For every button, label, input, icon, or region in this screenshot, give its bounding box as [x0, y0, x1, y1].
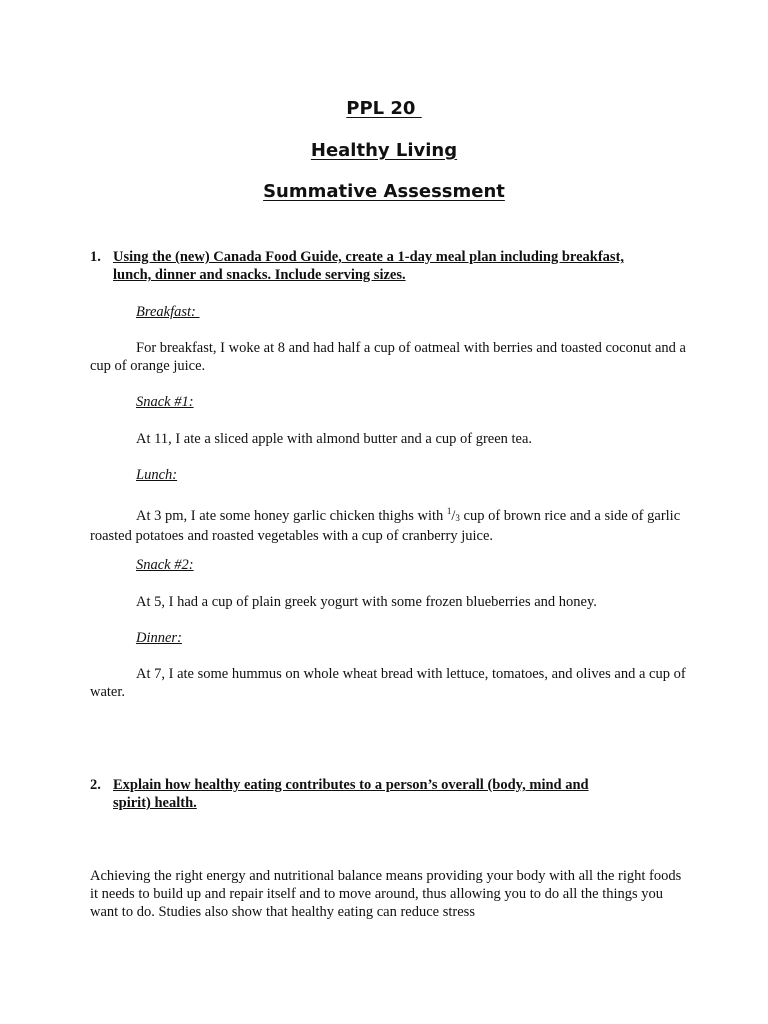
answer-2-text: Achieving the right energy and nutritional balance means providing your body with all the right foods it needs to build up and repair itself and to move around, thus allowing you to do all the things you want to do. Studies also show that healthy eating can reduce stress [90, 868, 682, 920]
snack1-text: At 11, I ate a sliced apple with almond butter and a cup of green tea. [136, 431, 533, 447]
breakfast-text: For breakfast, I woke at 8 and had half a cup of oatmeal with berries and toasted coconut and a cup of orange juice. [90, 340, 686, 374]
lunch-text [90, 502, 690, 545]
fraction-one-third: $^1/_3$ [446, 506, 460, 524]
dinner-label: Dinner: [136, 630, 182, 646]
document-subtitle: Summative Assessment [263, 181, 505, 202]
course-code: PPL 20 [346, 98, 422, 119]
question-2-number: 2. [90, 777, 101, 793]
lunch-text-part1: At 3 pm, I ate some honey garlic chicken thighs with [136, 508, 447, 524]
breakfast-label: Breakfast: [136, 304, 200, 320]
dinner-text: At 7, I ate some hummus on whole wheat bread with lettuce, tomatoes, and olives and a cup of water. [90, 666, 686, 700]
document-title: Healthy Living [310, 140, 458, 161]
question-2-text: Explain how healthy eating contributes to a person’s overall (body, mind and spirit) health. [113, 777, 589, 811]
snack2-label: Snack #2: [136, 557, 194, 573]
snack1-label: Snack #1: [136, 394, 194, 410]
question-1-number: 1. [90, 249, 101, 265]
lunch-label: Lunch: [136, 467, 178, 483]
snack2-text: At 5, I had a cup of plain greek yogurt with some frozen blueberries and honey. [136, 594, 597, 610]
question-1-text: Using the (new) Canada Food Guide, create a 1-day meal plan including breakfast, lunch, dinner and snacks. Include serving sizes. [113, 249, 625, 283]
lunch-text-part2: cup of brown rice and a side of garlic roasted potatoes and roasted vegetables with a cup of cranberry juice. [90, 508, 681, 544]
